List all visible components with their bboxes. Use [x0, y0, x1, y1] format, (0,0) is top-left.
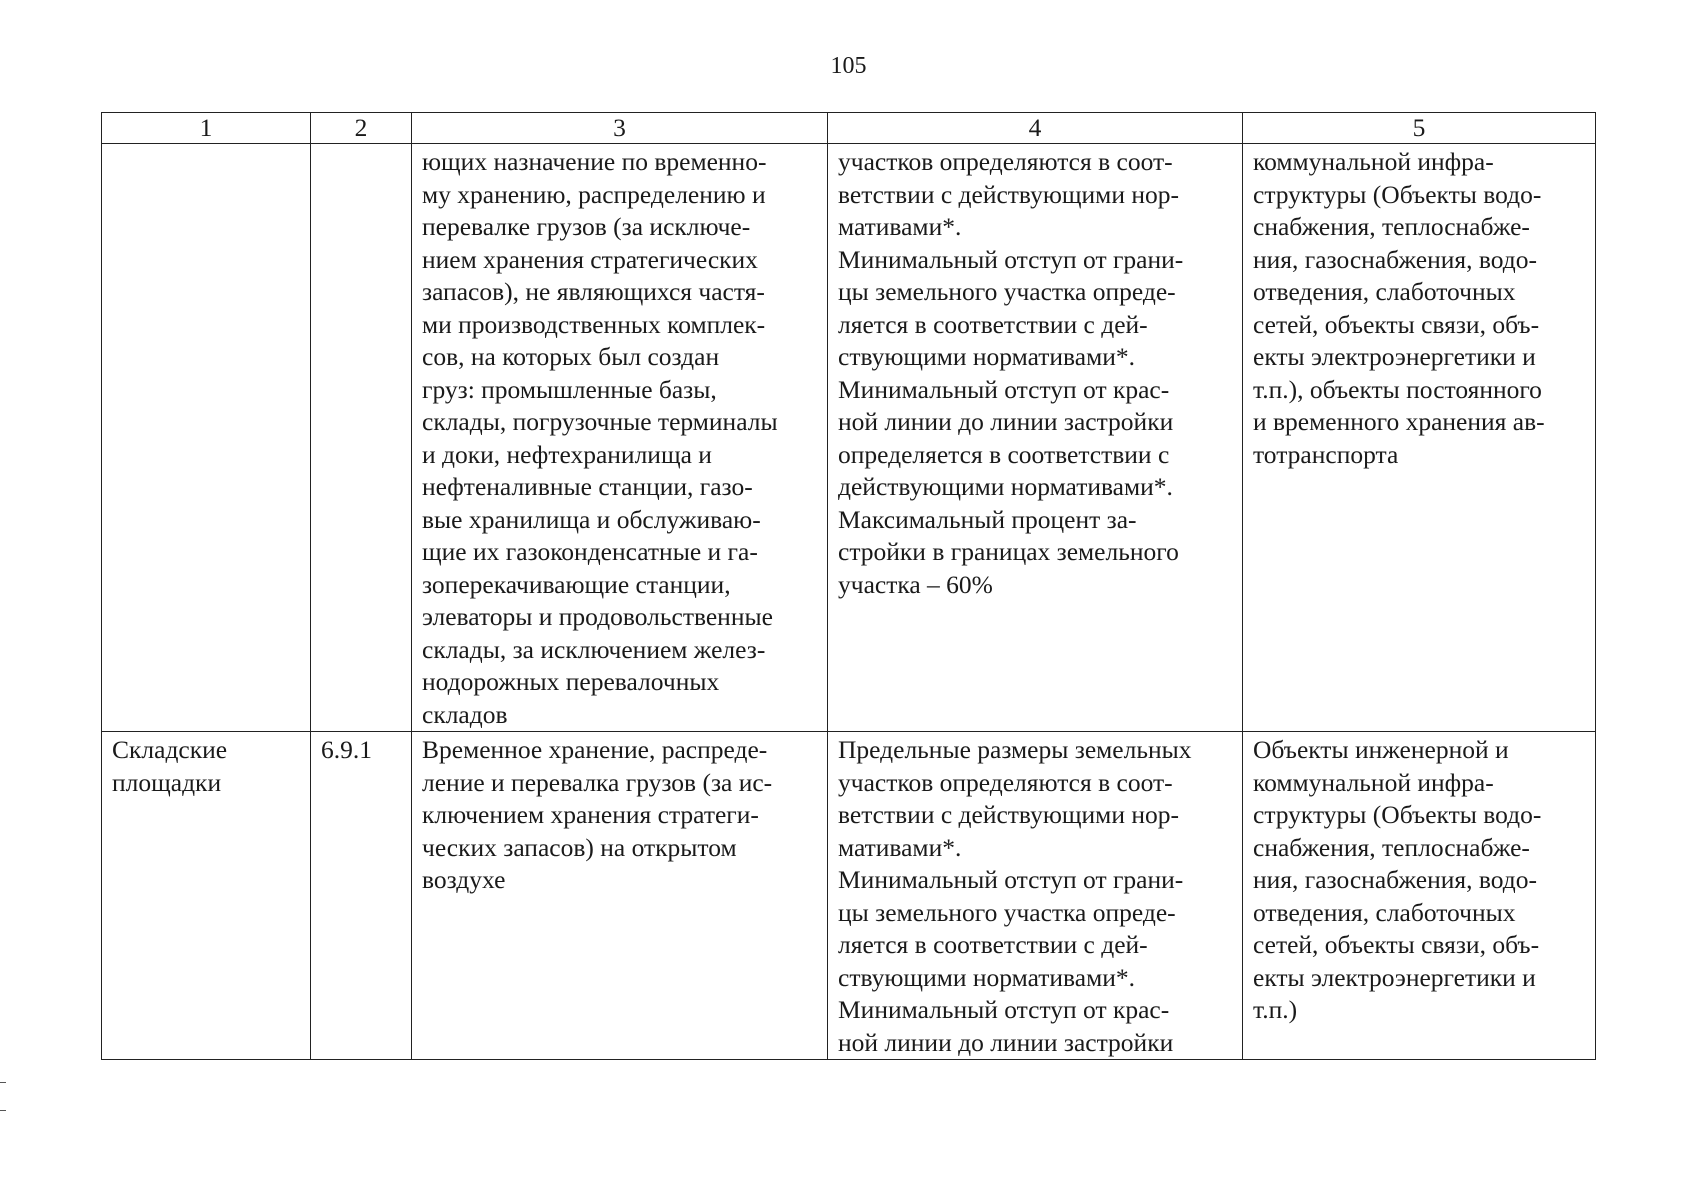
auxiliary-uses-text: коммунальной инфра- структуры (Объекты водо- снабжения, теплоснабже- ния, газоснабжения, водо- отведения, слаботочных сетей, объекты связи, объ- екты электроэнергетики и т.п.), объекты постоянного и временного хранения ав- тотранспорта	[1253, 147, 1545, 469]
table-header-row	[102, 113, 1596, 144]
table-row	[102, 144, 1596, 732]
use-parameters-cell	[828, 144, 1243, 732]
scan-edge-mark	[0, 1082, 6, 1083]
scan-edge-mark	[0, 1110, 6, 1111]
auxiliary-uses-text: Объекты инженерной и коммунальной инфра- структуры (Объекты водо- снабжения, теплоснабже- ния, газоснабжения, водо- отведения, слаботочных сетей, объекты связи, объ- екты электроэнергетики и т.п.)	[1253, 735, 1542, 1024]
column-header-4: 4	[828, 113, 1243, 144]
use-description-cell	[412, 732, 828, 1060]
use-code-cell	[311, 144, 412, 732]
column-header-2: 2	[311, 113, 412, 144]
use-parameters-text: участков определяются в соот- ветствии с действующими нор- мативами*. Минимальный отступ от грани- цы земельного участка опреде- ляется в соответствии с дей- ствующими нормативами*. Минимальный отступ от крас- ной линии до линии застройки определяется в соответствии с действующими нормативами*. Максимальный процент за- стройки в границах земельного участка – 60%	[838, 147, 1184, 599]
use-code-text: 6.9.1	[321, 735, 372, 764]
table-row	[102, 732, 1596, 1060]
use-name-cell	[102, 732, 311, 1060]
use-name-text: Складские площадки	[112, 735, 228, 797]
auxiliary-uses-cell	[1243, 732, 1596, 1060]
use-code-cell	[311, 732, 412, 1060]
use-parameters-text: Предельные размеры земельных участков определяются в соот- ветствии с действующими нор- мативами*. Минимальный отступ от грани- цы земельного участка опреде- ляется в соответствии с дей- ствующими нормативами*. Минимальный отступ от крас- ной линии до линии застройки	[838, 735, 1192, 1057]
use-description-cell	[412, 144, 828, 732]
auxiliary-uses-cell	[1243, 144, 1596, 732]
column-header-3: 3	[412, 113, 828, 144]
use-description-text: Временное хранение, распреде- ление и перевалка грузов (за ис- ключением хранения стратеги- ческих запасов) на открытом воздухе	[422, 735, 773, 894]
use-name-cell	[102, 144, 311, 732]
column-header-1: 1	[102, 113, 311, 144]
land-use-table	[101, 112, 1596, 1060]
use-parameters-cell	[828, 732, 1243, 1060]
column-header-5: 5	[1243, 113, 1596, 144]
use-description-text: ющих назначение по временно- му хранению, распределению и перевалке грузов (за исключе- нием хранения стратегических запасов), не являющихся частя- ми производственных комплек- сов, на которых был создан груз: промышленные базы, склады, погрузочные терминалы и доки, нефтехранилища и нефтеналивные станции, газо- вые хранилища и обслуживаю- щие их газоконденсатные и га- зоперекачивающие станции, элеваторы и продовольственные склады, за исключением желез- нодорожных перевалочных складов	[422, 147, 778, 729]
page-number: 105	[830, 53, 867, 79]
